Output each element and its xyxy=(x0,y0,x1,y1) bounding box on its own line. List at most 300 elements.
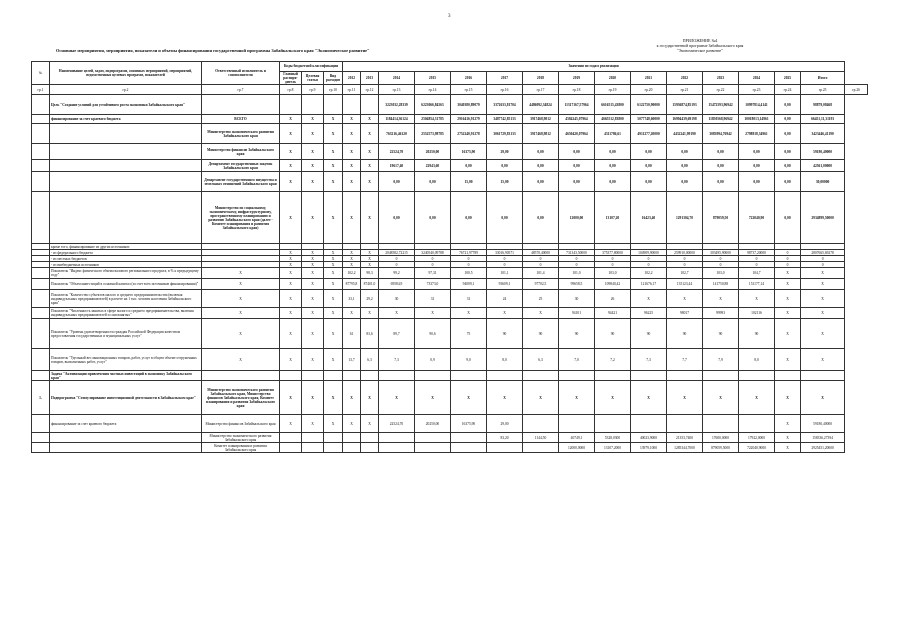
table-cell xyxy=(324,443,343,453)
column-number: гр.26 xyxy=(845,85,868,95)
table-cell: X xyxy=(324,415,343,433)
table-cell: 0,00 xyxy=(559,160,595,172)
table-cell xyxy=(631,415,667,433)
table-cell: X xyxy=(343,415,361,433)
table-cell: 2798818,34961 xyxy=(739,124,775,144)
table-cell: 13,7 xyxy=(343,349,361,371)
table-cell: 2807665,69278 xyxy=(801,250,845,256)
column-number: гр.23 xyxy=(739,85,775,95)
table-cell xyxy=(302,443,324,453)
table-cell: 59180,40000 xyxy=(801,144,845,160)
table-cell: 0 xyxy=(739,262,775,268)
table-cell: X xyxy=(280,349,302,371)
table-cell: 731343,50000 xyxy=(559,250,595,256)
appendix-line-2: к государственной программе Забайкальского края xyxy=(656,43,744,48)
table-cell: X xyxy=(324,115,343,124)
table-cell: 98879,08468 xyxy=(801,95,845,115)
table-cell xyxy=(32,349,50,371)
table-cell: 101,4 xyxy=(523,268,559,279)
table-cell: 0,9 xyxy=(415,349,451,371)
table-cell: 100,5 xyxy=(451,268,487,279)
table-row xyxy=(32,172,868,192)
table-cell: X xyxy=(280,415,302,433)
table-cell: 0,00 xyxy=(631,172,667,192)
table-cell: 0,00 xyxy=(451,160,487,172)
table-cell: 12000,0000 xyxy=(559,443,595,453)
table-cell: X xyxy=(280,319,302,349)
table-cell: 0,00 xyxy=(775,172,801,192)
table-cell: X xyxy=(302,415,324,433)
table-cell: 0 xyxy=(487,256,523,262)
table-cell: 3223032,28339 xyxy=(379,95,415,115)
table-cell: 0,00 xyxy=(667,144,703,160)
table-cell xyxy=(559,415,595,433)
header-code-item: Целевая статья xyxy=(302,72,324,85)
table-cell: 3061729,83133 xyxy=(487,124,523,144)
table-cell: X xyxy=(302,256,324,262)
table-cell: 33016,90571 xyxy=(487,250,523,256)
table-cell: 375377,80000 xyxy=(595,250,631,256)
table-cell: 303495,90000 xyxy=(703,250,739,256)
table-cell: 121676,17 xyxy=(631,279,667,290)
table-cell: 0,00 xyxy=(415,172,451,192)
table-cell: X xyxy=(361,250,379,256)
table-cell: 0,00 xyxy=(559,144,595,160)
table-cell: 13107,2000 xyxy=(595,443,631,453)
table-cell: X xyxy=(302,279,324,290)
table-cell xyxy=(451,443,487,453)
table-cell: 76721,97789 xyxy=(451,250,487,256)
table-cell: X xyxy=(343,172,361,192)
column-number: гр.14 xyxy=(415,85,451,95)
table-cell xyxy=(361,433,379,443)
executor-cell: Комитет планирования и развития Забайкальского края xyxy=(202,443,280,453)
table-row xyxy=(32,415,868,433)
table-cell: 11850568,96942 xyxy=(703,115,739,124)
row-name-cell: Показатель "Индекс физического объема валового регионального продукта, в % к предыдущему году" xyxy=(50,268,202,279)
table-cell: 61 xyxy=(343,319,361,349)
table-cell: X xyxy=(739,290,775,308)
table-cell xyxy=(361,95,379,115)
table-cell: 0 xyxy=(415,256,451,262)
column-number: гр.16 xyxy=(487,85,523,95)
table-cell: X xyxy=(523,308,559,319)
table-cell: 12000,00 xyxy=(559,192,595,244)
table-cell: 0,00 xyxy=(595,160,631,172)
executor-cell: X xyxy=(202,308,280,319)
header-year: 2019 xyxy=(559,72,595,85)
header-year: 2017 xyxy=(487,72,523,85)
table-cell: 0 xyxy=(703,256,739,262)
column-number: гр.12 xyxy=(361,85,379,95)
table-cell: 3487742,85133 xyxy=(487,115,523,124)
table-cell: 75 xyxy=(451,319,487,349)
table-cell xyxy=(379,433,415,443)
table-cell: 0 xyxy=(379,262,415,268)
row-name-cell: Подпрограмма "Стимулирование инвестиционной деятельности в Забайкальском крае" xyxy=(50,381,202,415)
table-cell: 0 xyxy=(451,262,487,268)
table-cell: 0 xyxy=(775,256,801,262)
executor-cell: X xyxy=(202,319,280,349)
table-cell: X xyxy=(324,144,343,160)
table-cell: 0,00 xyxy=(523,192,559,244)
table-cell: X xyxy=(324,160,343,172)
table-cell: X xyxy=(343,192,361,244)
table-cell: X xyxy=(280,290,302,308)
column-number: гр.8 xyxy=(280,85,302,95)
table-cell: 90 xyxy=(523,319,559,349)
table-cell: 5077748,60000 xyxy=(631,115,667,124)
table-cell: X xyxy=(361,160,379,172)
table-cell: 98737,20000 xyxy=(739,250,775,256)
row-name-cell xyxy=(50,192,202,244)
table-cell: X xyxy=(280,279,302,290)
row-name-cell: Показатель "Численность занятых в сфере малого и среднего предпринимательства, включая индивидуальных предпринимателей и самозанятых" xyxy=(50,308,202,319)
table-cell: 10018013,14961 xyxy=(739,115,775,124)
table-cell: 7,2 xyxy=(595,349,631,371)
table-cell: 7,7 xyxy=(667,349,703,371)
table-cell: 99658,5 xyxy=(559,279,595,290)
table-cell: 15936874,85193 xyxy=(667,95,703,115)
table-cell: X xyxy=(775,349,801,371)
table-cell xyxy=(451,433,487,443)
table-cell xyxy=(324,433,343,443)
table-row xyxy=(32,268,868,279)
table-cell: 0,00 xyxy=(379,192,415,244)
table-cell: 0 xyxy=(523,262,559,268)
table-cell xyxy=(739,371,775,381)
table-cell: 29,00 xyxy=(487,415,523,433)
table-cell xyxy=(32,415,50,433)
table-cell: X xyxy=(415,381,451,415)
row-name-cell: Цель "Создание условий для устойчивого роста экономики Забайкальского края" xyxy=(50,95,202,115)
table-cell: 0,00 xyxy=(739,144,775,160)
header-year: 2023 xyxy=(703,72,739,85)
table-row xyxy=(32,433,868,443)
table-cell: 8,0 xyxy=(739,349,775,371)
table-cell: X xyxy=(667,290,703,308)
table-cell: 30 xyxy=(379,290,415,308)
table-cell: X xyxy=(343,256,361,262)
column-number: гр.7 xyxy=(202,85,280,95)
table-cell: X xyxy=(801,290,845,308)
executor-cell: ВСЕГО xyxy=(202,115,280,124)
column-number: гр.1 xyxy=(32,85,50,95)
table-cell: X xyxy=(361,381,379,415)
table-cell: 0,00 xyxy=(523,160,559,172)
table-cell: 2916416,91279 xyxy=(451,115,487,124)
table-cell: 3423446,41190 xyxy=(801,124,845,144)
table-cell: X xyxy=(559,381,595,415)
table-cell: 3372633,81704 xyxy=(487,95,523,115)
table-cell: 1. xyxy=(32,381,50,415)
executor-cell: X xyxy=(202,349,280,371)
table-cell: X xyxy=(487,381,523,415)
table-cell: 101,0 xyxy=(559,268,595,279)
table-cell: 40749,1 xyxy=(559,433,595,443)
table-cell: 83,6 xyxy=(361,319,379,349)
table-cell: X xyxy=(775,268,801,279)
row-name-cell xyxy=(50,433,202,443)
header-year: 2016 xyxy=(451,72,487,85)
table-row xyxy=(32,95,868,115)
executor-cell xyxy=(202,95,280,115)
table-cell: X xyxy=(523,381,559,415)
table-cell: 20250,00 xyxy=(415,415,451,433)
header-code-exp: Вид расходов xyxy=(324,72,343,85)
table-cell: 83,20 xyxy=(487,433,523,443)
table-cell: 90 xyxy=(739,319,775,349)
table-cell: 22943,60 xyxy=(415,160,451,172)
table-row xyxy=(32,371,868,381)
table-cell: X xyxy=(801,381,845,415)
table-cell xyxy=(801,371,845,381)
table-cell: X xyxy=(775,443,801,453)
table-cell: 90 xyxy=(631,319,667,349)
column-number: гр.19 xyxy=(595,85,631,95)
header-year: 2012 xyxy=(343,72,361,85)
table-cell: 21353,7400 xyxy=(667,433,703,443)
table-cell xyxy=(32,160,50,172)
row-name-cell: кроме того, финансирование из других источников: xyxy=(50,244,202,250)
table-cell xyxy=(302,371,324,381)
table-cell: X xyxy=(667,381,703,415)
table-cell: 2934899,50000 xyxy=(801,192,845,244)
table-cell: 15,00 xyxy=(451,172,487,192)
table-cell: 0,00 xyxy=(523,144,559,160)
table-cell: 0 xyxy=(801,262,845,268)
row-name-cell xyxy=(50,172,202,192)
table-cell xyxy=(415,433,451,443)
table-cell: 0,00 xyxy=(739,172,775,192)
table-cell: 98017 xyxy=(667,308,703,319)
table-cell: X xyxy=(343,262,361,268)
table-cell xyxy=(739,415,775,433)
table-cell xyxy=(324,95,343,115)
table-cell: 15472593,96942 xyxy=(703,95,739,115)
table-cell: 97,31 xyxy=(415,268,451,279)
table-cell: X xyxy=(801,308,845,319)
table-cell: 0 xyxy=(703,262,739,268)
table-cell xyxy=(667,415,703,433)
header-year: 2024 xyxy=(739,72,775,85)
table-cell: 0,00 xyxy=(667,172,703,192)
header-year: 2018 xyxy=(523,72,559,85)
table-cell: 103,0 xyxy=(595,268,631,279)
table-cell: 94421 xyxy=(595,308,631,319)
table-cell: 90 xyxy=(595,319,631,349)
table-cell: X xyxy=(775,290,801,308)
row-name-cell: Показатель "Удельный вес инновационных товаров, работ, услуг в общем объеме отгруженных товаров, выполненных работ, услуг" xyxy=(50,349,202,371)
row-name-cell: - из местных бюджетов xyxy=(50,256,202,262)
table-cell xyxy=(280,95,302,115)
table-cell: 25 xyxy=(523,290,559,308)
table-cell: X xyxy=(302,172,324,192)
table-cell: 16423,40 xyxy=(631,192,667,244)
table-cell: 104909,90000 xyxy=(631,250,667,256)
table-cell: X xyxy=(302,115,324,124)
header-no: № xyxy=(32,62,50,85)
row-name-cell: финансирование за счет краевого бюджета xyxy=(50,115,202,124)
table-cell: 94009,1 xyxy=(451,279,487,290)
table-cell: X xyxy=(595,381,631,415)
row-name-cell xyxy=(50,160,202,172)
table-cell: 24 xyxy=(487,290,523,308)
executor-cell: X xyxy=(202,279,280,290)
table-cell xyxy=(324,371,343,381)
table-cell xyxy=(343,95,361,115)
table-cell: 0,00 xyxy=(703,144,739,160)
table-cell: 42561,00000 xyxy=(801,160,845,172)
row-name-cell: - из внебюджетных источников xyxy=(50,262,202,268)
table-cell: X xyxy=(361,256,379,262)
table-cell: X xyxy=(343,144,361,160)
table-cell: 96225 xyxy=(631,308,667,319)
table-cell xyxy=(703,371,739,381)
table-cell: 89,7 xyxy=(379,319,415,349)
table-cell xyxy=(32,433,50,443)
table-cell: X xyxy=(361,308,379,319)
header-name: Наименование целей, задач, подпрограмм, основных мероприятий, мероприятий, ведомственных целевых программ, показателей xyxy=(50,62,202,85)
table-cell: X xyxy=(324,319,343,349)
table-cell xyxy=(415,443,451,453)
table-cell: 30,00000 xyxy=(801,172,845,192)
table-cell: 4650420,07964 xyxy=(559,124,595,144)
table-cell: 0 xyxy=(667,262,703,268)
table-cell: 151177,14 xyxy=(739,279,775,290)
table-cell: 93609,1 xyxy=(487,279,523,290)
table-cell: 29,2 xyxy=(361,290,379,308)
appendix-line-1: ПРИЛОЖЕНИЕ №4 xyxy=(682,38,718,43)
table-cell: 6223066,84563 xyxy=(415,95,451,115)
table-cell: 0,00 xyxy=(703,160,739,172)
table-cell: 879059,50 xyxy=(703,192,739,244)
table-cell: 4584245,07964 xyxy=(559,115,595,124)
table-cell: 0,00 xyxy=(487,192,523,244)
table-cell xyxy=(667,371,703,381)
table-cell xyxy=(302,433,324,443)
executor-cell: Департамент государственных закупок Забайкальского края xyxy=(202,160,280,172)
header-code-main: Главный распоря-дитель xyxy=(280,72,302,85)
table-cell: 763216,46120 xyxy=(379,124,415,144)
table-cell: X xyxy=(739,381,775,415)
table-cell: X xyxy=(280,160,302,172)
table-cell xyxy=(32,144,50,160)
table-cell xyxy=(775,371,801,381)
table-cell xyxy=(379,443,415,453)
table-cell: 2752240,91278 xyxy=(451,124,487,144)
table-cell: 99993 xyxy=(703,308,739,319)
table-cell: 0,00 xyxy=(523,172,559,192)
table-cell xyxy=(32,115,50,124)
table-cell: 94101 xyxy=(559,308,595,319)
table-cell xyxy=(32,95,50,115)
executor-cell: X xyxy=(202,268,280,279)
table-row xyxy=(32,115,868,124)
column-number: гр.21 xyxy=(667,85,703,95)
table-cell: 6616515,43800 xyxy=(595,95,631,115)
table-cell xyxy=(523,443,559,453)
table-cell xyxy=(32,371,50,381)
header-total: Итого xyxy=(801,72,845,85)
document-title: Основные мероприятия, мероприятия, показатели и объемы финансирования государственной программы Забайкальского края "Экономическое развитие" xyxy=(56,48,370,53)
table-cell: 6,3 xyxy=(523,349,559,371)
table-cell: X xyxy=(451,308,487,319)
table-cell: 66451,11,31193 xyxy=(801,115,845,124)
table-cell xyxy=(595,371,631,381)
table-cell: 99,2 xyxy=(379,268,415,279)
table-cell: 87401,0 xyxy=(361,279,379,290)
table-cell: X xyxy=(280,256,302,262)
header-budget-codes: Коды бюджетной классификации xyxy=(280,62,343,72)
table-cell: X xyxy=(280,192,302,244)
table-cell: 0,00 xyxy=(775,95,801,115)
table-cell: 31 xyxy=(451,290,487,308)
table-cell: 0 xyxy=(775,262,801,268)
table-cell xyxy=(32,443,50,453)
table-cell: 0,00 xyxy=(667,160,703,172)
table-cell xyxy=(559,371,595,381)
table-cell: 102116 xyxy=(739,308,775,319)
table-cell: X xyxy=(324,256,343,262)
table-cell: X xyxy=(280,172,302,192)
table-cell: 90 xyxy=(487,319,523,349)
table-cell: X xyxy=(302,124,324,144)
table-cell: X xyxy=(324,290,343,308)
table-cell: 0,00 xyxy=(631,144,667,160)
table-cell: 879059,5000 xyxy=(703,443,739,453)
table-cell: X xyxy=(302,160,324,172)
table-cell: 97702,5 xyxy=(523,279,559,290)
row-name-cell: Показатель "Уровень удовлетворенности граждан Российской Федерации качеством предоставления государственных и муниципальных услуг" xyxy=(50,319,202,349)
table-cell: 158336,27394 xyxy=(801,433,845,443)
table-cell: 29,00 xyxy=(487,144,523,160)
column-number: гр.20 xyxy=(631,85,667,95)
table-cell: 0 xyxy=(801,256,845,262)
table-cell: 4665512,83800 xyxy=(595,115,631,124)
table-cell: 7,0 xyxy=(559,349,595,371)
table-row xyxy=(32,349,868,371)
table-cell: 13979,1000 xyxy=(631,443,667,453)
column-number: гр.13 xyxy=(379,85,415,95)
table-cell: X xyxy=(302,192,324,244)
column-number: гр.2 xyxy=(50,85,202,95)
table-cell: 19617,40 xyxy=(379,160,415,172)
row-name-cell xyxy=(50,443,202,453)
header-year: 2021 xyxy=(631,72,667,85)
table-cell: 104,7 xyxy=(739,268,775,279)
table-cell: 90 xyxy=(703,319,739,349)
table-cell: 0,00 xyxy=(703,172,739,192)
executor-cell xyxy=(202,371,280,381)
table-cell: 16994439,69198 xyxy=(667,115,703,124)
table-cell: 0,00 xyxy=(775,160,801,172)
table-cell: 0 xyxy=(667,256,703,262)
table-cell xyxy=(32,290,50,308)
executor-cell: Министерство финансов Забайкальского края xyxy=(202,415,280,433)
header-year: 2022 xyxy=(667,72,703,85)
table-cell xyxy=(361,443,379,453)
appendix-note xyxy=(600,38,800,53)
table-cell xyxy=(379,371,415,381)
table-cell: 0 xyxy=(487,262,523,268)
table-cell: X xyxy=(324,262,343,268)
table-cell: X xyxy=(361,262,379,268)
executor-cell: Министерство экономического развития Забайкальского края xyxy=(202,433,280,443)
table-cell: X xyxy=(280,115,302,124)
table-cell: X xyxy=(379,308,415,319)
table-cell: X xyxy=(324,250,343,256)
